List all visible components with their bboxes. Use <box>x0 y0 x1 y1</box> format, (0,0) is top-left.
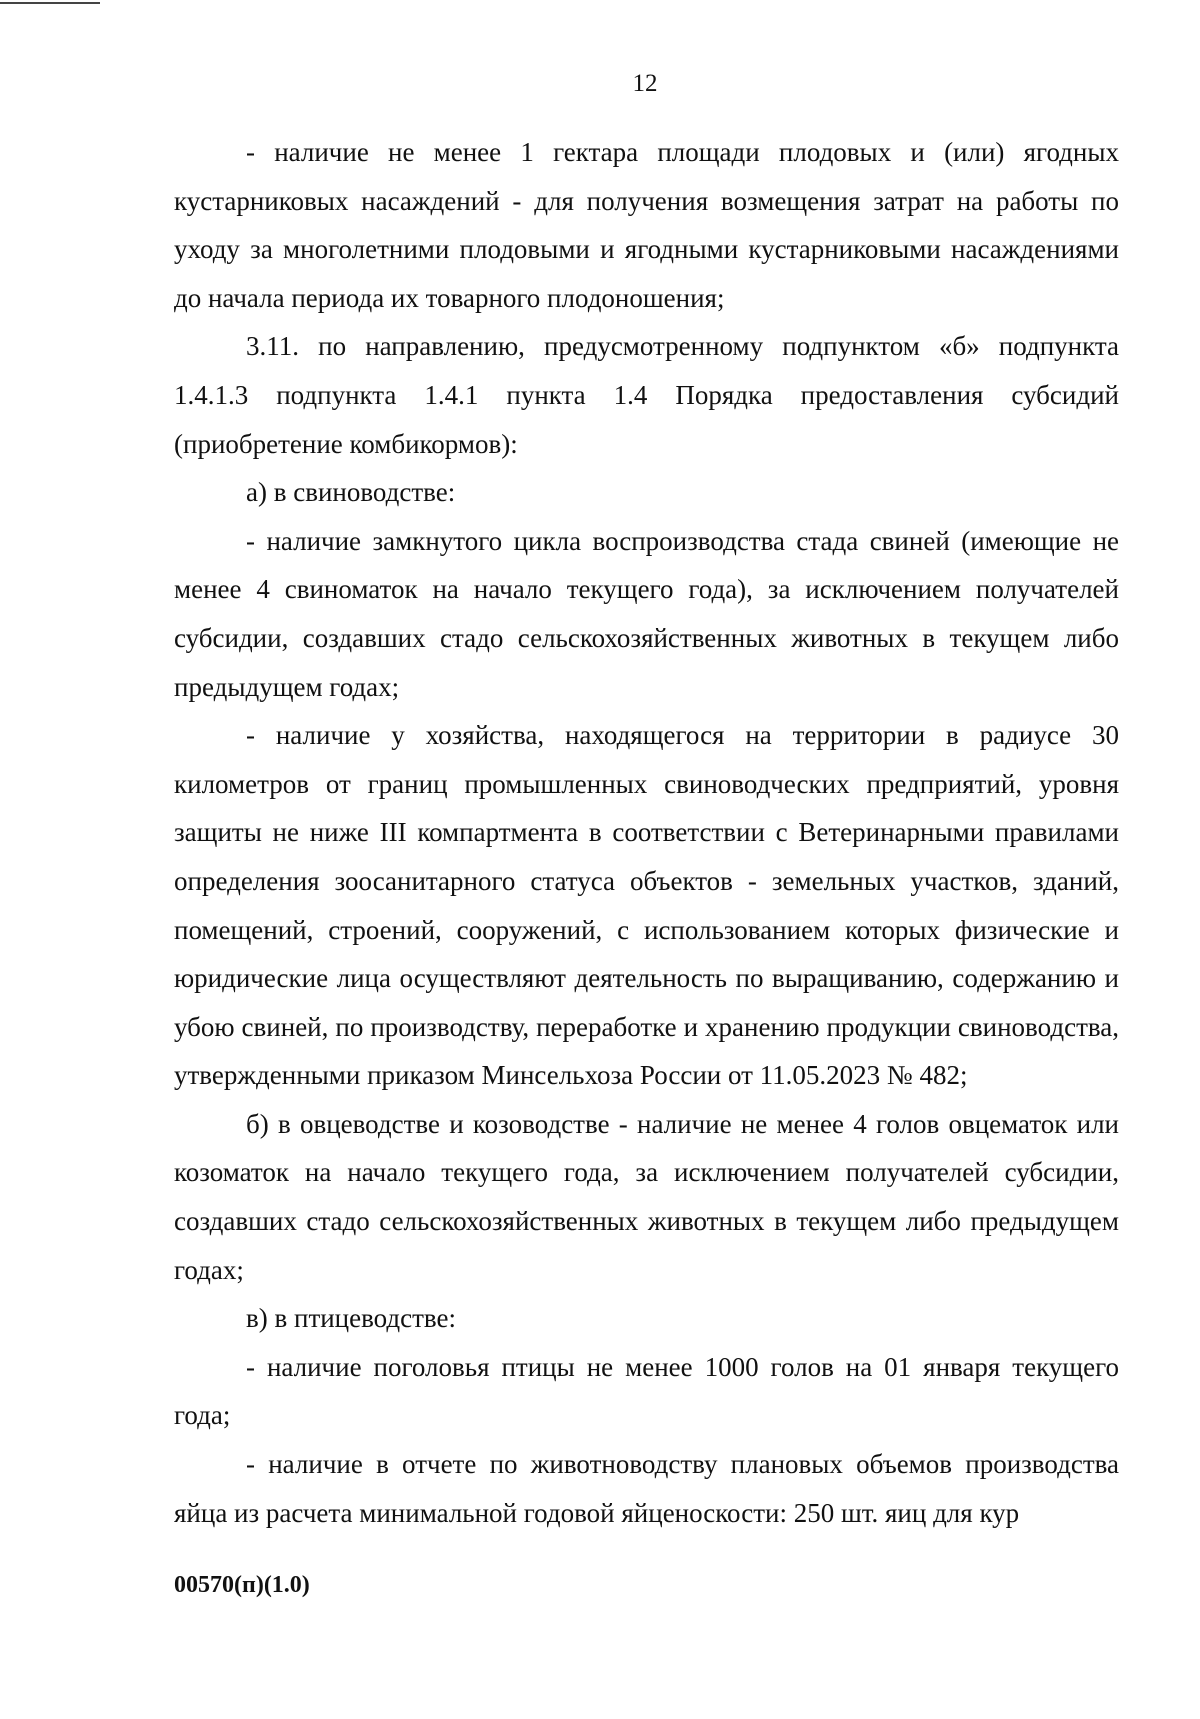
scan-artifact-line <box>0 2 100 4</box>
paragraph-pig-farming-heading: а) в свиноводстве: <box>246 477 456 508</box>
paragraph-poultry-heading: в) в птицеводстве: <box>246 1303 457 1334</box>
paragraph-closed-cycle-pigs: - наличие замкнутого цикла воспроизводства стада свиней (имеющие не менее 4 свиноматок на начало текущего года), за исключением получателей субсидии, создавших стадо сельскохозяйственных животных в текущем либо предыдущем годах; <box>174 525 1119 702</box>
page-number: 12 <box>632 70 658 97</box>
paragraph-compartment-protection: - наличие у хозяйства, находящегося на территории в радиусе 30 километров от границ промышленных свиноводческих предприятий, уровня защиты не ниже III компартмента в соответствии с Ветеринарными правилами определения зоосанитарного статуса объектов - земельных участков, зданий, помещений, строений, сооружений, с использованием которых физические и юридические лица осуществляют деятельность по выращиванию, содержанию и убою свиней, по производству, переработке и хранению продукции свиноводства, утвержденными приказом Минсельхоза России от 11.05.2023 № 482; <box>174 720 1119 1091</box>
document-code: 00570(п)(1.0) <box>174 1572 310 1598</box>
paragraph-sheep-goat-farming: б) в овцеводстве и козоводстве - наличие не менее 4 голов овцематок или козоматок на начало текущего года, за исключением получателей субсидии, создавших стадо сельскохозяйственных животных в текущем либо предыдущем годах; <box>174 1108 1119 1285</box>
document-body <box>174 128 1119 1537</box>
paragraph-berry-shrubs: - наличие не менее 1 гектара площади плодовых и (или) ягодных кустарниковых насаждений - для получения возмещения затрат на работы по уходу за многолетними плодовыми и ягодными кустарниковыми насаждениями до начала периода их товарного плодоношения; <box>174 137 1119 313</box>
paragraph-egg-production: - наличие в отчете по животноводству плановых объемов производства яйца из расчета минимальной годовой яйценоскости: 250 шт. яиц для кур <box>174 1449 1119 1528</box>
paragraph-3-11-feed-purchase: 3.11. по направлению, предусмотренному подпунктом «б» подпункта 1.4.1.3 подпункта 1.4.1 пункта 1.4 Порядка предоставления субсидий (приобретение комбикормов): <box>174 331 1119 459</box>
paragraph-poultry-livestock: - наличие поголовья птицы не менее 1000 голов на 01 января текущего года; <box>174 1351 1119 1431</box>
